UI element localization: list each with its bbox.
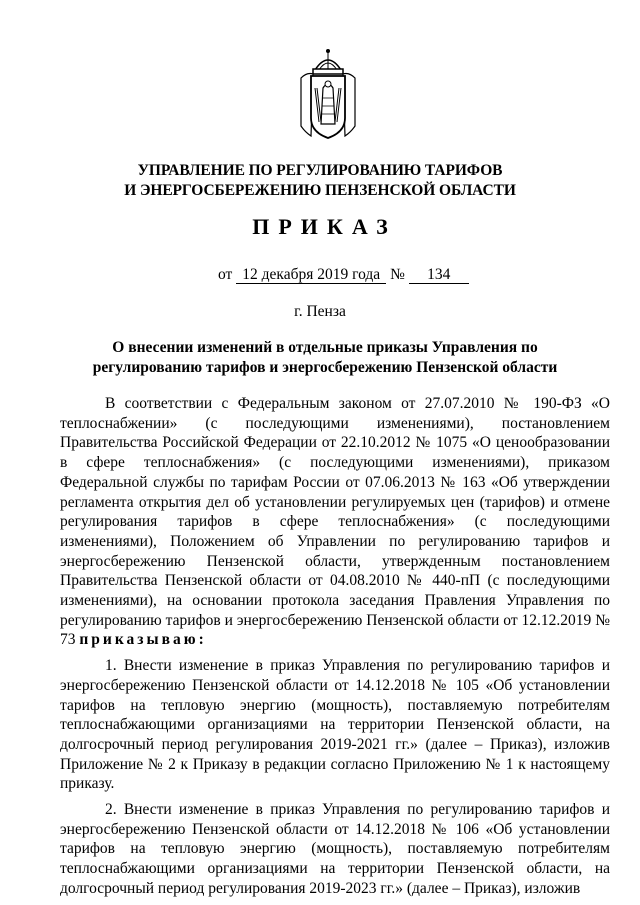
date-number-line: [218, 266, 469, 284]
city: г. Пенза: [294, 303, 346, 320]
document-date: 12 декабря 2019 года: [236, 266, 386, 284]
item-2-paragraph: 2. Внести изменение в приказ Управления по регулированию тарифов и энергосбережению Пензенской области от 14.12.2018 № 106 «Об установлении тарифов на тепловую энергию (мощность), поставляемую потребителям теплоснабжающими организациями на территории Пензенской области, на долгосрочный период регулирования 2019-2023 гг.» (далее – Приказ), изложив: [60, 801, 610, 897]
document-subject: О внесении изменений в отдельные приказы Управления по регулированию тарифов и энергосбережению Пензенской области: [92, 339, 558, 376]
decree-word: приказываю:: [79, 631, 207, 649]
org-name-line2: И ЭНЕРГОСБЕРЕЖЕНИЮ ПЕНЗЕНСКОЙ ОБЛАСТИ: [124, 182, 516, 199]
preamble-paragraph: [60, 394, 610, 650]
document-body: [60, 394, 610, 899]
document-title: ПРИКАЗ: [252, 214, 397, 239]
coat-of-arms-icon: [297, 48, 359, 140]
date-prefix: от: [218, 266, 233, 283]
org-name-line1: УПРАВЛЕНИЕ ПО РЕГУЛИРОВАНИЮ ТАРИФОВ: [137, 162, 503, 179]
number-prefix: №: [390, 266, 405, 283]
item-1-paragraph: 1. Внести изменение в приказ Управления по регулированию тарифов и энергосбережению Пензенской области от 14.12.2018 № 105 «Об установлении тарифов на тепловую энергию (мощность), поставляемую потребителям теплоснабжающими организациями на территории Пензенской области, на долгосрочный период регулирования 2019-2021 гг.» (далее – Приказ), изложив Приложение № 2 к Приказу в редакции согласно Приложению № 1 к настоящему приказу.: [60, 657, 610, 793]
preamble-text: В соответствии с Федеральным законом от 27.07.2010 № 190-ФЗ «О теплоснабжении» (с последующими изменениями), постановлением Правительства Российской Федерации от 22.10.2012 № 1075 «О ценообразовании в сфере теплоснабжения» (с последующими изменениями), приказом Федеральной службы по тарифам России от 07.06.2013 № 163 «Об утверждении регламента открытия дел об установлении регулируемых цен (тарифов) и отмене регулирования тарифов в сфере теплоснабжения» (с последующими изменениями), Положением об Управлении по регулированию тарифов и энергосбережению Пензенской области, утвержденным постановлением Правительства Пензенской области от 04.08.2010 № 440-пП (с последующими изменениями), на основании протокола заседания Правления Управления по регулированию тарифов и энергосбережению Пензенской области от 12.12.2019 № 73: [60, 395, 610, 649]
document-number: 134: [409, 266, 469, 284]
